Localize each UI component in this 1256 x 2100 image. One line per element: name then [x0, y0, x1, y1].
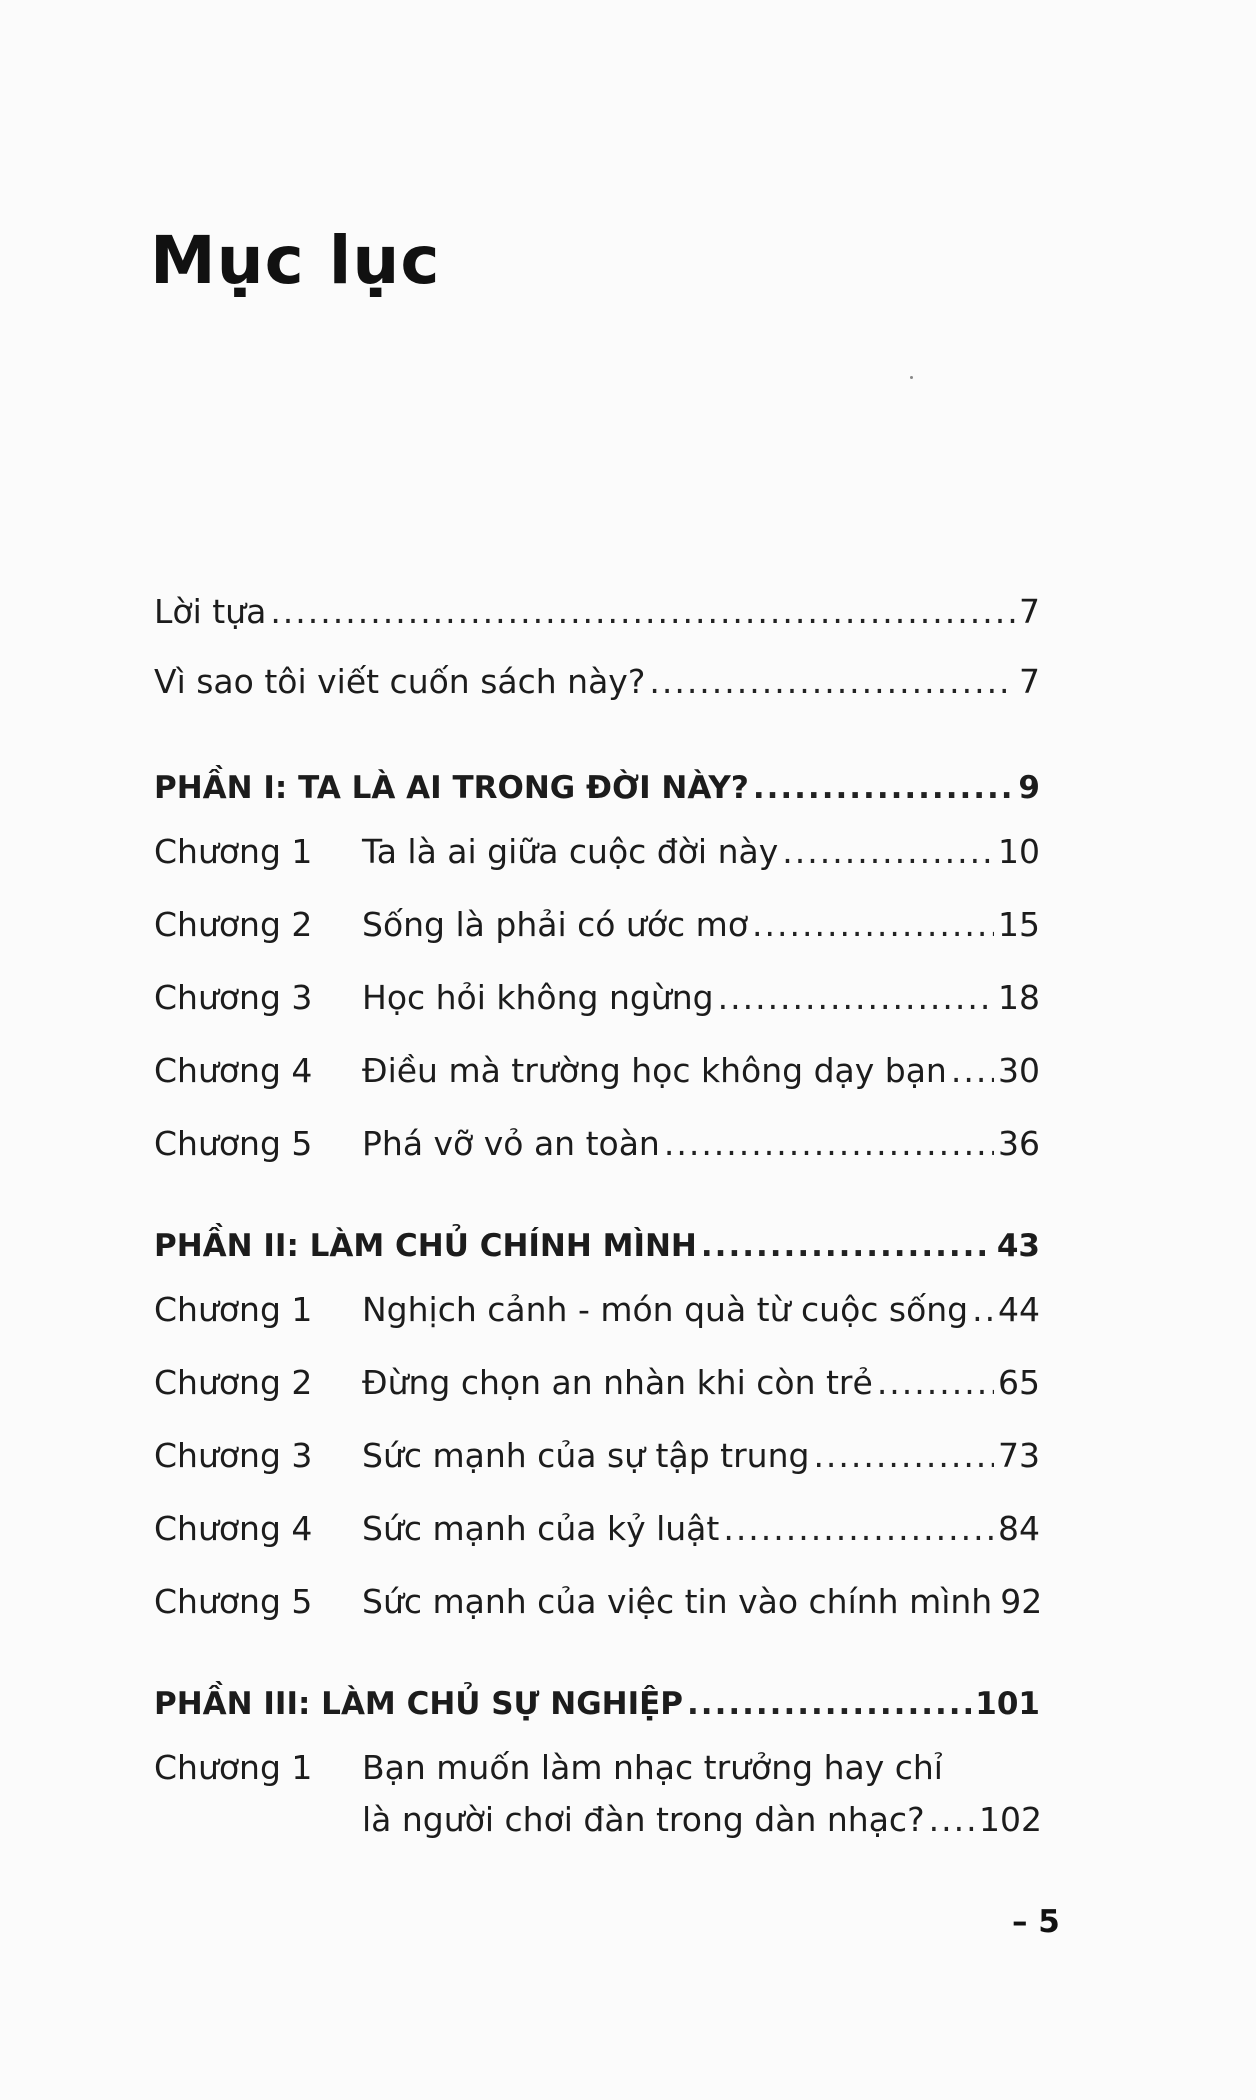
- toc-entry-part1-ch3[interactable]: [154, 978, 1040, 1018]
- toc-entry-preface[interactable]: [154, 592, 1040, 632]
- dot-leader: [664, 1124, 994, 1164]
- dot-leader: [951, 1051, 994, 1091]
- toc-entry-part1-ch4[interactable]: [154, 1051, 1040, 1091]
- chapter-name: Sức mạnh của kỷ luật: [362, 1509, 720, 1548]
- toc-entry-part3-ch1[interactable]: [154, 1748, 1040, 1788]
- part-heading: PHẦN III: LÀM CHỦ SỰ NGHIỆP: [154, 1686, 684, 1722]
- dot-leader: [723, 1509, 994, 1549]
- chapter-name: Sức mạnh của việc tin vào chính mình: [362, 1582, 993, 1621]
- chapter-page: 30: [998, 1051, 1040, 1090]
- chapter-name: Sống là phải có ước mơ: [362, 905, 749, 944]
- toc-entry-part1-ch5[interactable]: [154, 1124, 1040, 1164]
- chapter-name: Bạn muốn làm nhạc trưởng hay chỉ: [362, 1748, 943, 1787]
- dot-leader: [270, 592, 1015, 632]
- print-speck: [910, 376, 913, 379]
- chapter-name: Sức mạnh của sự tập trung: [362, 1436, 810, 1475]
- dot-leader: [752, 905, 994, 945]
- toc-entry-part1-ch1[interactable]: [154, 832, 1040, 872]
- dot-leader: [877, 1363, 994, 1403]
- chapter-page: 15: [998, 905, 1040, 944]
- entry-name: Lời tựa: [154, 592, 267, 631]
- chapter-label: Chương 3: [154, 978, 313, 1017]
- chapter-label: Chương 1: [154, 832, 313, 871]
- chapter-name: Ta là ai giữa cuộc đời này: [362, 832, 779, 871]
- toc-entry-part2-ch5[interactable]: [154, 1582, 1043, 1622]
- dot-leader: [753, 768, 1015, 808]
- toc-entry-part2-ch2[interactable]: [154, 1363, 1040, 1403]
- entry-name: Vì sao tôi viết cuốn sách này?: [154, 662, 646, 701]
- chapter-name: Nghịch cảnh - món quà từ cuộc sống: [362, 1290, 969, 1329]
- chapter-page: 36: [998, 1124, 1040, 1163]
- toc-entry-part1-ch2[interactable]: [154, 905, 1040, 945]
- chapter-label: Chương 3: [154, 1436, 313, 1475]
- toc-entry-part2-ch1[interactable]: [154, 1290, 1040, 1330]
- chapter-label: Chương 5: [154, 1582, 313, 1621]
- dot-leader: [813, 1436, 994, 1476]
- chapter-page: 102: [979, 1800, 1042, 1839]
- dot-leader: [718, 978, 994, 1018]
- chapter-name: Đừng chọn an nhàn khi còn trẻ: [362, 1363, 873, 1402]
- part-page: 101: [975, 1686, 1040, 1722]
- chapter-page: 10: [998, 832, 1040, 871]
- entry-page: 7: [1019, 662, 1040, 701]
- chapter-page: 65: [998, 1363, 1040, 1402]
- dot-leader: [972, 1290, 994, 1330]
- toc-entry-part3-ch1-continued[interactable]: [362, 1800, 1042, 1840]
- chapter-label: Chương 2: [154, 1363, 313, 1402]
- chapter-label: Chương 5: [154, 1124, 313, 1163]
- toc-entry-part2-ch3[interactable]: [154, 1436, 1040, 1476]
- chapter-label: Chương 4: [154, 1051, 313, 1090]
- chapter-name: Phá vỡ vỏ an toàn: [362, 1124, 660, 1163]
- chapter-name: Điều mà trường học không dạy bạn: [362, 1051, 947, 1090]
- toc-part-2-heading[interactable]: [154, 1226, 1040, 1266]
- toc-entry-why-i-wrote[interactable]: [154, 662, 1040, 702]
- chapter-label: Chương 1: [154, 1290, 313, 1329]
- page-title: Mục lục: [150, 222, 441, 299]
- chapter-label: Chương 2: [154, 905, 313, 944]
- chapter-name-continued: là người chơi đàn trong dàn nhạc?: [362, 1800, 925, 1839]
- chapter-label: Chương 4: [154, 1509, 313, 1548]
- part-heading: PHẦN II: LÀM CHỦ CHÍNH MÌNH: [154, 1228, 697, 1264]
- chapter-page: 73: [998, 1436, 1040, 1475]
- chapter-name: Học hỏi không ngừng: [362, 978, 714, 1017]
- chapter-label: Chương 1: [154, 1748, 313, 1787]
- dot-leader: [701, 1226, 993, 1266]
- toc-part-1-heading[interactable]: [154, 768, 1040, 808]
- chapter-page: 18: [998, 978, 1040, 1017]
- chapter-page: 92: [1000, 1582, 1043, 1621]
- dot-leader: [649, 662, 1015, 702]
- entry-page: 7: [1019, 592, 1040, 631]
- part-heading: PHẦN I: TA LÀ AI TRONG ĐỜI NÀY?: [154, 770, 749, 806]
- part-page: 9: [1018, 770, 1040, 806]
- dot-leader: [782, 832, 994, 872]
- part-page: 43: [996, 1228, 1040, 1264]
- dot-leader: [929, 1800, 975, 1840]
- toc-entry-part2-ch4[interactable]: [154, 1509, 1040, 1549]
- toc-part-3-heading[interactable]: [154, 1684, 1040, 1724]
- page-number: – 5: [1012, 1904, 1060, 1940]
- chapter-page: 44: [998, 1290, 1040, 1329]
- chapter-page: 84: [998, 1509, 1040, 1548]
- dot-leader: [687, 1684, 971, 1724]
